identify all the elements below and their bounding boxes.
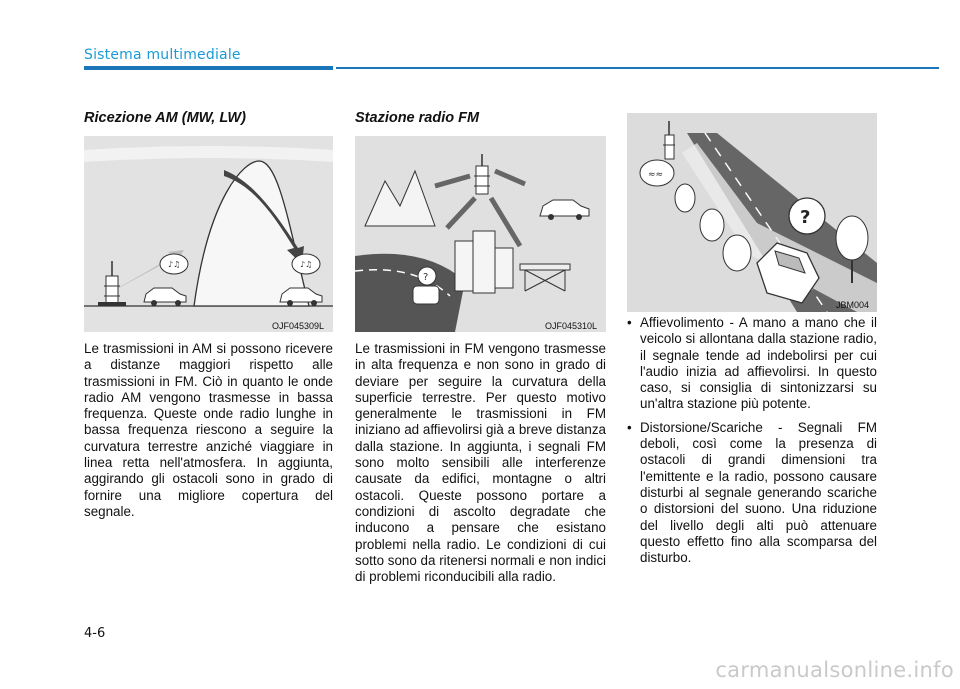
watermark: carmanualsonline.info <box>715 658 954 682</box>
bullet-fading: • Affievolimento - A mano a mano che il veicolo si allontana dalla stazione radio, il segnale tende ad indebolirsi per cui l'audio inizia ad affievolirsi. In questo caso, si consiglia di sintonizzarsi su un'altra stazione più potente. <box>627 315 877 413</box>
svg-text:♪♫: ♪♫ <box>168 260 181 269</box>
header-rule-dark <box>84 66 333 70</box>
fm-heading: Stazione radio FM <box>355 110 480 126</box>
svg-text:?: ? <box>423 272 429 283</box>
fm-body-text: Le trasmissioni in FM vengono trasmesse in alta frequenza e non sono in grado di deviare per seguire la curvatura della superficie terrestre. Per questo motivo generalmente le trasmissioni in FM iniziano ad affievolirsi già a breve distanza dalla stazione. In aggiunta, i segnali FM sono molto sensibili alle interferenze causate da edifici, montagne o altri ostacoli. Queste possono portare a condizioni di ascolto degradate che inducono a pensare che esistano problemi nella radio. Le condizioni di cui sotto sono da ritenersi normali e non indici di problemi riconducibili alla radio. <box>355 341 606 585</box>
fm-car-on-road-icon <box>413 286 439 304</box>
fading-figure <box>627 113 877 312</box>
am-body-text: Le trasmissioni in AM si possono ricevere a distanze maggiori rispetto alle trasmissioni in FM. Ciò in quanto le onde radio AM vengono trasmesse in bassa frequenza. Queste onde radio lunghe in bassa frequenza riescono a seguire la curvatura terrestre anziché viaggiare in linea retta nell'atmosfera. In aggiunta, aggirando gli ostacoli sono in grado di fornire una migliore copertura del segnale. <box>84 341 333 519</box>
am-figure <box>84 136 333 332</box>
fm-figure <box>355 136 606 332</box>
am-heading: Ricezione AM (MW, LW) <box>84 110 246 126</box>
page-number: 4-6 <box>84 626 106 641</box>
fading-figure-code: JBM004 <box>836 300 870 310</box>
right-bullet-list <box>627 315 877 573</box>
svg-text:≈≈: ≈≈ <box>648 170 664 180</box>
section-title: Sistema multimediale <box>84 47 241 63</box>
am-figure-code: OJF045309L <box>272 321 325 331</box>
bullet-distortion: • Distorsione/Scariche - Segnali FM deboli, così come la presenza di ostacoli di grandi dimensioni tra l'emittente e la radio, possono causare disturbi al segnale generando scariche o distorsioni del suono. Una riduzione del livello degli alti può attenuare questo effetto fino alla scomparsa del disturbo. <box>627 420 877 567</box>
header-rule-light <box>336 67 939 69</box>
fm-figure-code: OJF045310L <box>545 321 598 331</box>
svg-text:♪♫: ♪♫ <box>300 260 313 269</box>
question-mark: ? <box>800 207 811 228</box>
